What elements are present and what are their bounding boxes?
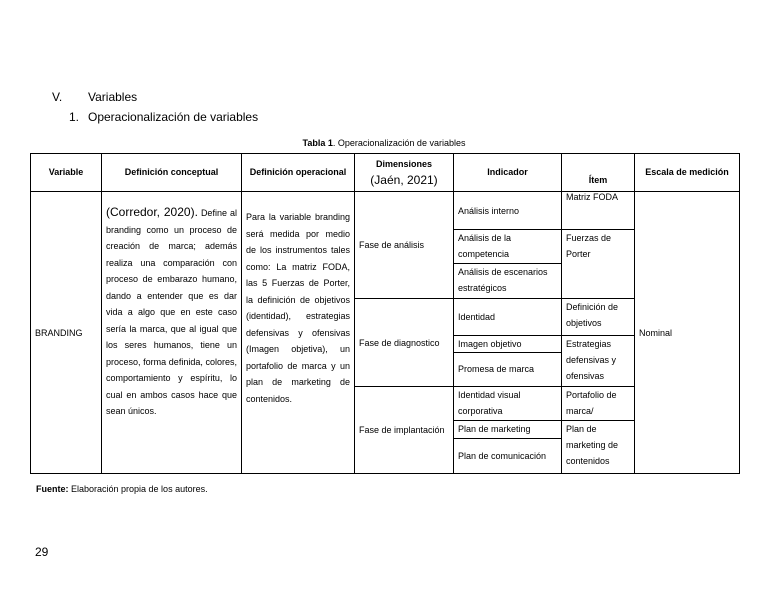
conceptual-cell <box>102 192 242 474</box>
header-conceptual: Definición conceptual <box>102 154 242 192</box>
indicator-cell <box>454 299 562 335</box>
dimension-cell <box>355 299 454 386</box>
section-title: Variables <box>88 90 138 104</box>
indicator-competencia: Análisis de la competencia <box>458 233 512 260</box>
indicator-cell <box>454 386 562 420</box>
dimension-diagnostico: Fase de diagnostico <box>359 337 440 348</box>
item-estrategias: Estrategias defensivas y ofensivas <box>566 338 617 381</box>
subsection-number: 1. <box>69 110 80 124</box>
indicator-cell <box>454 420 562 438</box>
indicator-analisis-interno: Análisis interno <box>458 205 520 216</box>
footnote-label: Fuente: <box>36 484 69 494</box>
item-cell <box>562 335 635 386</box>
header-variable: Variable <box>31 154 102 192</box>
operacional-text: Para la variable branding será medida por medio de los instrumentos tales como: La matriz FODA, las 5 Fuerzas de Porter, la definición de objetivos (identidad), estrategias defensivas y ofensivas (Imagen objetiva), un portafolio de marca y un plan de marketing de contenidos. <box>246 212 350 404</box>
indicator-cell <box>454 230 562 264</box>
dimension-analisis: Fase de análisis <box>359 240 425 251</box>
indicator-plan-comunicacion: Plan de comunicación <box>458 450 547 461</box>
item-cell <box>562 299 635 335</box>
header-dimensiones-label: Dimensiones <box>375 158 433 169</box>
escala-value: Nominal <box>639 327 673 338</box>
escala-cell <box>635 192 740 474</box>
subsection-title: Operacionalización de variables <box>88 110 259 124</box>
indicator-cell <box>454 335 562 352</box>
operationalization-table <box>30 153 740 474</box>
indicator-cell <box>454 192 562 230</box>
indicator-imagen-objetivo: Imagen objetivo <box>458 338 522 349</box>
header-dimensiones-source: (Jaén, 2021) <box>370 172 438 187</box>
dimension-cell <box>355 192 454 299</box>
section-number: V. <box>52 90 63 104</box>
header-indicador: Indicador <box>454 154 562 192</box>
indicator-identidad-visual: Identidad visual corporativa <box>458 389 521 416</box>
item-portafolio: Portafolio de marca/ <box>566 389 617 416</box>
indicator-cell <box>454 438 562 473</box>
page-number: 29 <box>35 545 49 559</box>
variable-cell <box>31 192 102 474</box>
item-definicion-objetivos: Definición de objetivos <box>566 302 619 329</box>
conceptual-text: Define al branding como un proceso de creación de marca; además realiza una comparación con proceso de embarazo humano, dando a entender que es dar vida a algo que en este caso sería la marca, que al igual que los seres humanos, tiene un proceso, forma definida, colores, comportamiento y espíritu, lo cual en ambos casos hace que sean únicos. <box>106 208 237 417</box>
operacional-cell <box>242 192 355 474</box>
table-source <box>36 484 208 494</box>
variable-name: BRANDING <box>35 327 83 338</box>
header-dimensiones <box>355 154 454 192</box>
caption-label: Tabla 1 <box>302 138 333 148</box>
table-caption <box>0 138 768 148</box>
caption-text: . Operacionalización de variables <box>332 138 466 148</box>
indicator-promesa: Promesa de marca <box>458 364 535 375</box>
item-cell <box>562 192 635 230</box>
header-operacional: Definición operacional <box>242 154 355 192</box>
indicator-plan-marketing: Plan de marketing <box>458 423 531 434</box>
dimension-implantacion: Fase de implantación <box>359 424 445 435</box>
indicator-cell <box>454 352 562 386</box>
indicator-identidad: Identidad <box>458 311 496 322</box>
dimension-cell <box>355 386 454 473</box>
header-item: Ítem <box>562 154 635 192</box>
item-cell <box>562 420 635 473</box>
item-cell <box>562 386 635 420</box>
conceptual-author: (Corredor, 2020). <box>106 205 198 220</box>
indicator-cell <box>454 264 562 299</box>
item-fuerzas-porter: Fuerzas de Porter <box>566 233 612 260</box>
item-cell <box>562 230 635 299</box>
item-matriz-foda: Matriz FODA <box>566 192 619 203</box>
indicator-escenarios: Análisis de escenarios estratégicos <box>458 267 548 294</box>
footnote-text: Elaboración propia de los autores. <box>68 484 208 494</box>
header-escala: Escala de medición <box>635 154 740 192</box>
item-plan-marketing-contenidos: Plan de marketing de contenidos <box>566 423 619 466</box>
